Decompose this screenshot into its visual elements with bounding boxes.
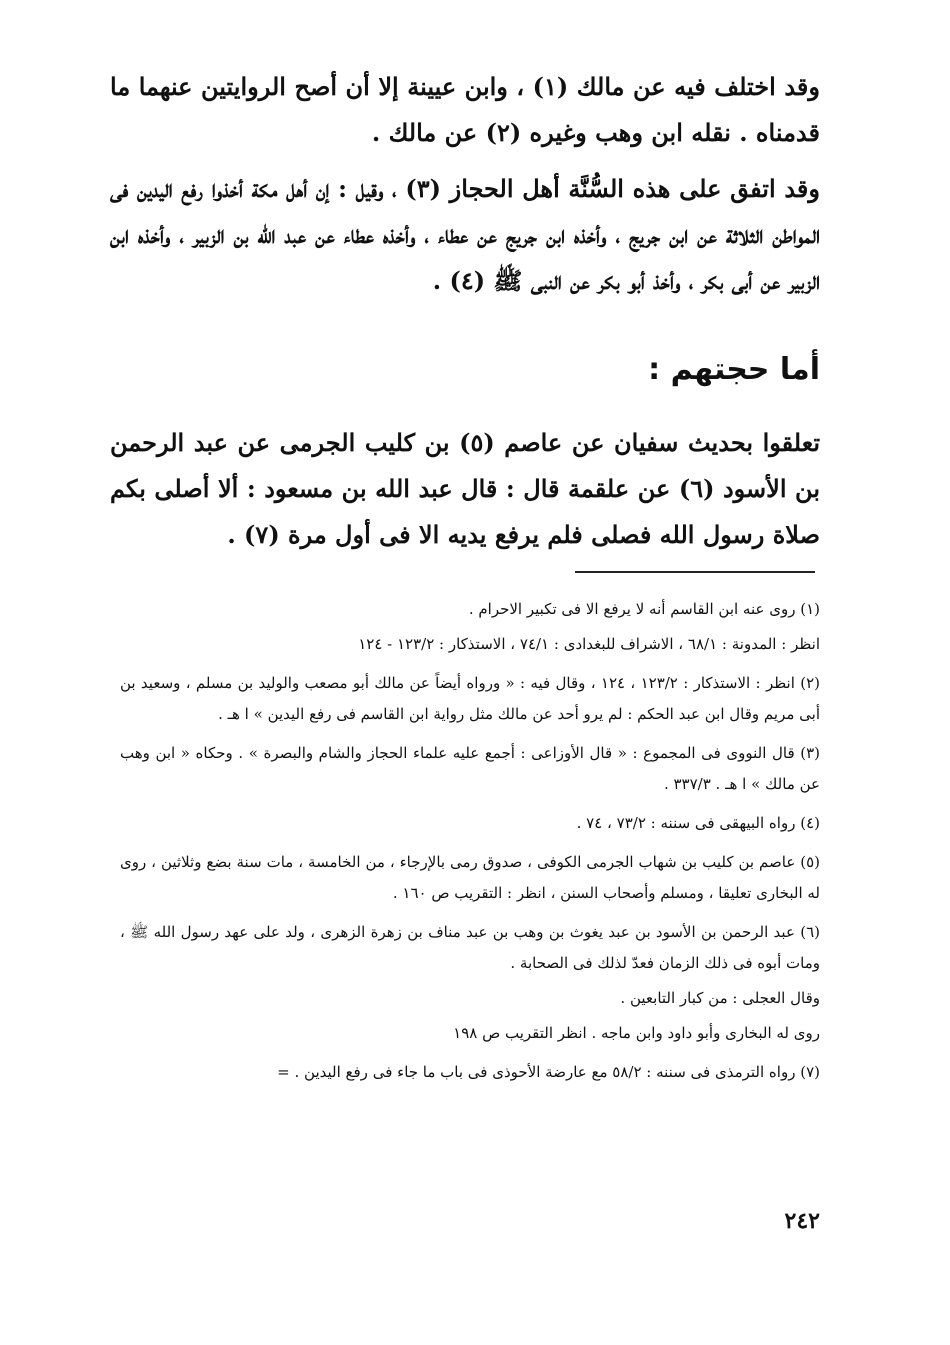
footnote-6: (٦) عبد الرحمن بن الأسود بن عبد يغوث بن وهب بن عبد مناف بن زهرة الزهرى ، ولد على عهد رسول الله ﷺ ، ومات أبوه فى ذلك الزمان فعدّ لذلك فى الصحابة .	[120, 923, 820, 972]
section-heading: أما حجتهم :	[648, 352, 820, 387]
footnote-7: (٧) رواه الترمذى فى سننه : ٥٨/٢ مع عارضة الأحوذى فى باب ما جاء فى رفع اليدين . =	[277, 1063, 820, 1081]
footnote-2: (٢) انظر : الاستذكار : ١٢٣/٢ ، ١٢٤ ، وقال فيه : « ورواه أيضاً عن مالك أبو مصعب والوليد بن مسلم ، وسعيد بن أبى مريم وقال ابن عبد الحكم : لم يرو أحد عن مالك مثل رواية ابن القاسم فى رفع اليدين » ا هـ .	[120, 674, 820, 723]
page-number: ٢٤٢	[784, 1208, 820, 1234]
footnote-separator	[575, 571, 815, 573]
footnote-6-ref: روى له البخارى وأبو داود وابن ماجه . انظر التقريب ص ١٩٨	[453, 1024, 820, 1042]
paragraph-2: وقد اتفق على هذه السُّنَّة أهل الحجاز (٣) ، وقيل : إن أهل مكة أخذوا رفع اليدين فى المواطن الثلاثة عن ابن جريج ، وأخذه ابن جريج عن عطاء ، وأخذه عطاء عن عبد الله بن الزبير ، وأخذه ابن الزبير عن أبى بكر ، وأخذ أبو بكر عن النبى ﷺ (٤) .	[110, 174, 820, 295]
paragraph-3: تعلقوا بحديث سفيان عن عاصم (٥) بن كليب الجرمى عن عبد الرحمن بن الأسود (٦) عن علقمة قال : قال عبد الله بن مسعود : ألا أصلى بكم صلاة رسول الله فصلى فلم يرفع يديه الا فى أول مرة (٧) .	[110, 428, 821, 549]
footnote-1: (١) روى عنه ابن القاسم أنه لا يرفع الا فى تكبير الاحرام .	[468, 600, 820, 618]
footnote-3: (٣) قال النووى فى المجموع : « قال الأوزاعى : أجمع عليه علماء الحجاز والشام والبصرة » . وحكاه « ابن وهب عن مالك » ا هـ . ٣٣٧/٣ .	[120, 744, 820, 793]
footnotes	[120, 594, 820, 1096]
footnote-4: (٤) رواه البيهقى فى سننه : ٧٣/٢ ، ٧٤ .	[576, 814, 820, 832]
footnote-6-note: وقال العجلى : من كبار التابعين .	[620, 989, 820, 1007]
footnote-1-ref: انظر : المدونة : ٦٨/١ ، الاشراف للبغدادى : ٧٤/١ ، الاستذكار : ١٢٣/٢ - ١٢٤	[358, 635, 820, 653]
paragraph-1: وقد اختلف فيه عن مالك (١) ، وابن عيينة إلا أن أصح الروايتين عنهما ما قدمناه . نقله ابن وهب وغيره (٢) عن مالك .	[110, 72, 820, 147]
footnote-5: (٥) عاصم بن كليب بن شهاب الجرمى الكوفى ، صدوق رمى بالإرجاء ، من الخامسة ، مات سنة بضع وثلاثين ، روى له البخارى تعليقا ، ومسلم وأصحاب السنن ، انظر : التقريب ص ١٦٠ .	[120, 853, 820, 902]
